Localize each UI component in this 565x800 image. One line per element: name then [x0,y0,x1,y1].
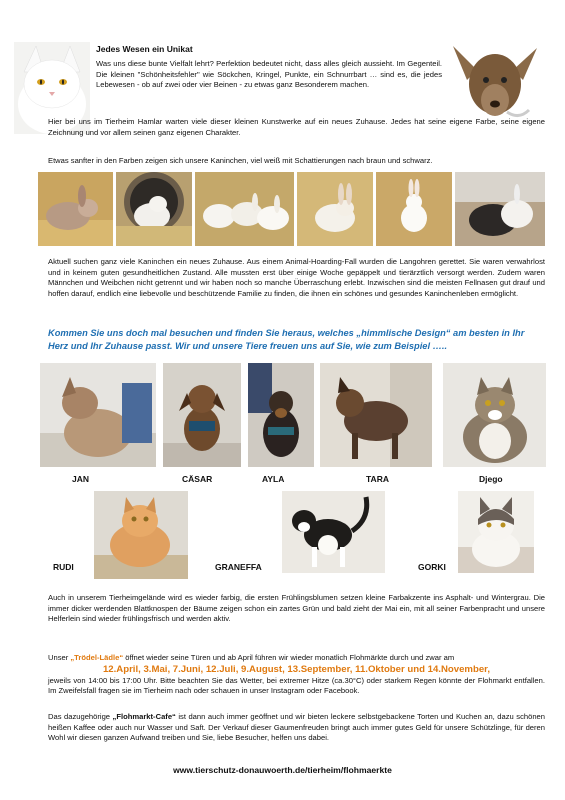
invitation-text: Kommen Sie uns doch mal besuchen und finden Sie heraus, welches „himmlische Design“ am besten in Ihr Herz und Ihr Zuhause passt. Wir und unsere Tiere freuen uns auf Sie, wie zum Beispiel ….. [48,328,525,351]
name-djego: Djego [479,474,503,484]
gorki-photo [458,491,534,573]
tara-photo [320,363,432,467]
name-jan: JAN [72,474,90,484]
market-dates: 12.April, 3.Mai, 7.Juni, 12.Juli, 9.August, 13.September, 11.Oktober und 14.November, [102,663,491,675]
name-tara: TARA [366,474,389,484]
intro-title: Jedes Wesen ein Unikat [96,44,193,54]
rabbit-photo-2 [116,172,192,246]
cafe-text [48,712,545,744]
jan-photo [40,363,156,467]
market-pre: Unser [48,653,71,662]
intro-paragraph-2: Hier bei uns im Tierheim Hamlar warten viele dieser kleinen Kunstwerke auf ein neues Zuhause. Jedes hat seine eigene Farbe, seine eigene Zeichnung und vor allem seinen ganz eigenen Charakter. [48,117,545,137]
website-link[interactable]: www.tierschutz-donauwoerth.de/tierheim/flohmaerkte [173,765,392,775]
rudi-photo [94,491,188,579]
graneffa-photo [282,491,385,573]
rabbit-photo-3 [195,172,294,246]
cafe-post: ist dann auch immer geöffnet und wir bieten leckere selbstgebackene Torten und Kuchen an, dazu schönen heißen Kaffee oder auch nur Wasser und Saft. Der Verkauf dieser Gaumenfreuden bringt auch immer gutes Geld für unsere Schützlinge, für deren Wohl wir diesen ganzen Aufwand treiben und Sie, liebe Besucher, helfen uns dabei. [48,712,545,743]
name-graneffa: GRANEFFA [215,562,262,572]
market-shop-name: „Trödel-Lädle“ [70,653,124,662]
market-post: öffnet wieder seine Türen und ab April führen wir wieder monatlich Flohmärkte durch und zwar am [123,653,455,662]
scruffy-dog-photo [447,40,543,124]
cafe-name: „Flohmarkt-Cafe“ [112,712,176,721]
djego-photo [443,363,546,467]
rabbits-story: Aktuell suchen ganz viele Kaninchen ein neues Zuhause. Aus einem Animal-Hoarding-Fall wurden die Langohren gerettet. Sie waren verwahrlost und in keinem guten gesundheitlichen Zustand. Alle mussten erst über einige Woche gepäppelt und tierärztlich versorgt werden. Zudem waren Männchen und Weibchen nicht getrennt und wir haben noch so manche Überraschung erlebt. Inzwischen sind die meisten Fellnasen gut drauf und hoffen darauf, endlich eine liebevolle und beschützende Familie zu finden, die ihnen ein schönes und gesundes Kaninchenleben ermöglicht. [48,257,545,298]
rabbit-photo-1 [38,172,113,246]
name-rudi: RUDI [53,562,74,572]
name-gorki: GORKI [418,562,446,572]
market-intro [48,653,545,664]
ayla-photo [248,363,314,467]
rabbit-photo-4 [297,172,373,246]
caesar-photo [163,363,241,467]
spring-text: Auch in unserem Tierheimgelände wird es wieder farbig, die ersten Frühlingsblumen setzen kleine Farbakzente ins Asphalt- und Wintergrau. Die immer dicker werdenden Blattknospen der Bäume zeigen schon ein zartes Grün und bald zieht der Mai ein, mit all seiner Farbenpracht und unsere Helferlein sind wieder frühlingsfrisch und werden aktiv. [48,593,545,624]
market-after: jeweils von 14:00 bis 17:00 Uhr. Bitte beachten Sie das Wetter, bei extremer Hitze (ca.30°C) oder starkem Regen könnte der Flohmarkt entfallen. Im Zweifelsfall fragen sie im Tierheim nach oder schauen in unser Instagram oder Facebook. [48,675,545,696]
intro-paragraph-1: Was uns diese bunte Vielfalt lehrt? Perfektion bedeutet nicht, dass alles gleich aussieht. Im Gegenteil. Die kleinen "Schönheitsfehler" wie Söckchen, Kringel, Punkte, ein Schnurrbart … sind es, die jedes Lebewesen - ob auf zwei oder vier Beinen - zu etwas ganz Besonderem machen. [96,59,442,90]
rabbit-photo-5 [376,172,452,246]
name-caesar: CÄSAR [182,474,213,484]
rabbit-photo-6 [455,172,545,246]
name-ayla: AYLA [262,474,285,484]
cafe-pre: Das dazugehörige [48,712,113,721]
rabbits-caption: Etwas sanfter in den Farben zeigen sich unsere Kaninchen, viel weiß mit Schattierungen nach braun und schwarz. [48,156,433,165]
